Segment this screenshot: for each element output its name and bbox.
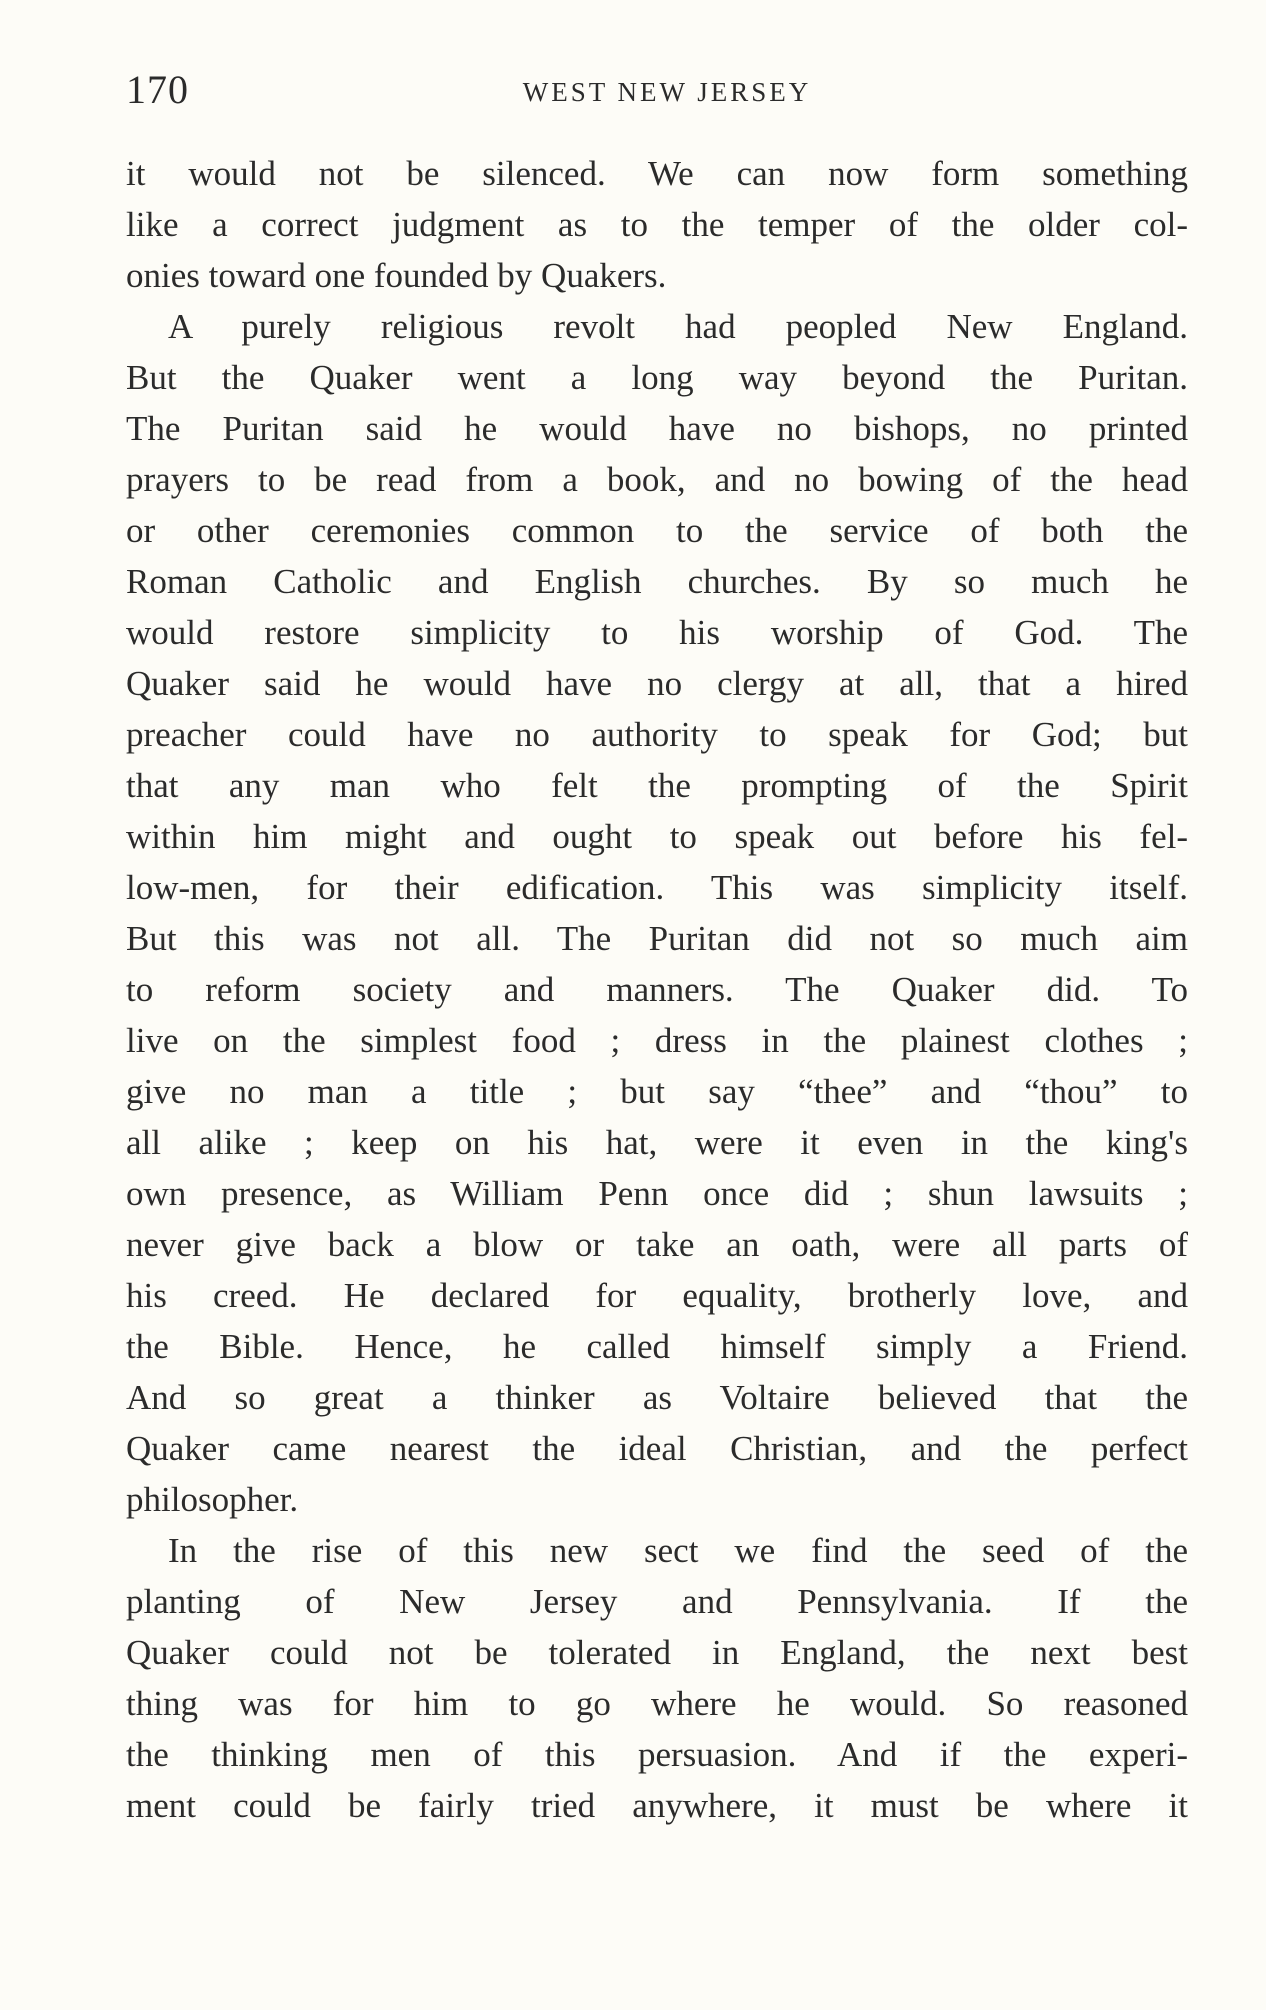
text-line: or other ceremonies common to the service of both the — [126, 511, 1188, 550]
text-line: The Puritan said he would have no bishops, no printed — [126, 409, 1188, 448]
text-line: preacher could have no authority to speak for God; but — [126, 715, 1188, 754]
text-line: Quaker said he would have no clergy at all, that a hired — [126, 664, 1188, 703]
text-line: live on the simplest food ; dress in the plainest clothes ; — [126, 1021, 1188, 1060]
text-line: ment could be fairly tried anywhere, it must be where it — [126, 1786, 1188, 1825]
text-line: the thinking men of this persuasion. And if the experi- — [126, 1735, 1188, 1774]
text-line: would restore simplicity to his worship of God. The — [126, 613, 1188, 652]
text-line: But this was not all. The Puritan did not so much aim — [126, 919, 1188, 958]
text-line: onies toward one founded by Quakers. — [126, 256, 667, 295]
text-line: prayers to be read from a book, and no bowing of the head — [126, 460, 1188, 499]
text-line: his creed. He declared for equality, brotherly love, and — [126, 1276, 1188, 1315]
text-line: philosopher. — [126, 1480, 299, 1519]
text-line: Quaker came nearest the ideal Christian, and the perfect — [126, 1429, 1188, 1468]
running-head — [126, 60, 1188, 120]
text-line: that any man who felt the prompting of the Spirit — [126, 766, 1188, 805]
running-title: WEST NEW JERSEY — [522, 77, 812, 107]
paragraph-first-line: In the rise of this new sect we find the seed of the — [168, 1531, 1188, 1570]
text-line: Quaker could not be tolerated in England, the next best — [126, 1633, 1188, 1672]
text-line: But the Quaker went a long way beyond the Puritan. — [126, 358, 1188, 397]
text-line: thing was for him to go where he would. So reasoned — [126, 1684, 1188, 1723]
body-text — [126, 148, 1188, 1831]
paragraph-first-line: A purely religious revolt had peopled New England. — [168, 307, 1188, 346]
text-line: the Bible. Hence, he called himself simply a Friend. — [126, 1327, 1188, 1366]
text-line: within him might and ought to speak out before his fel- — [126, 817, 1188, 856]
text-line: own presence, as William Penn once did ; shun lawsuits ; — [126, 1174, 1188, 1213]
text-line: give no man a title ; but say “thee” and “thou” to — [126, 1072, 1188, 1111]
text-line: all alike ; keep on his hat, were it even in the king's — [126, 1123, 1188, 1162]
text-line: Roman Catholic and English churches. By so much he — [126, 562, 1188, 601]
page-number: 170 — [126, 67, 189, 112]
text-line: never give back a blow or take an oath, were all parts of — [126, 1225, 1188, 1264]
text-line: it would not be silenced. We can now form something — [126, 154, 1188, 193]
text-line: low-men, for their edification. This was simplicity itself. — [126, 868, 1188, 907]
text-line: like a correct judgment as to the temper of the older col- — [126, 205, 1188, 244]
text-line: to reform society and manners. The Quaker did. To — [126, 970, 1188, 1009]
text-line: planting of New Jersey and Pennsylvania. If the — [126, 1582, 1188, 1621]
text-line: And so great a thinker as Voltaire believed that the — [126, 1378, 1188, 1417]
